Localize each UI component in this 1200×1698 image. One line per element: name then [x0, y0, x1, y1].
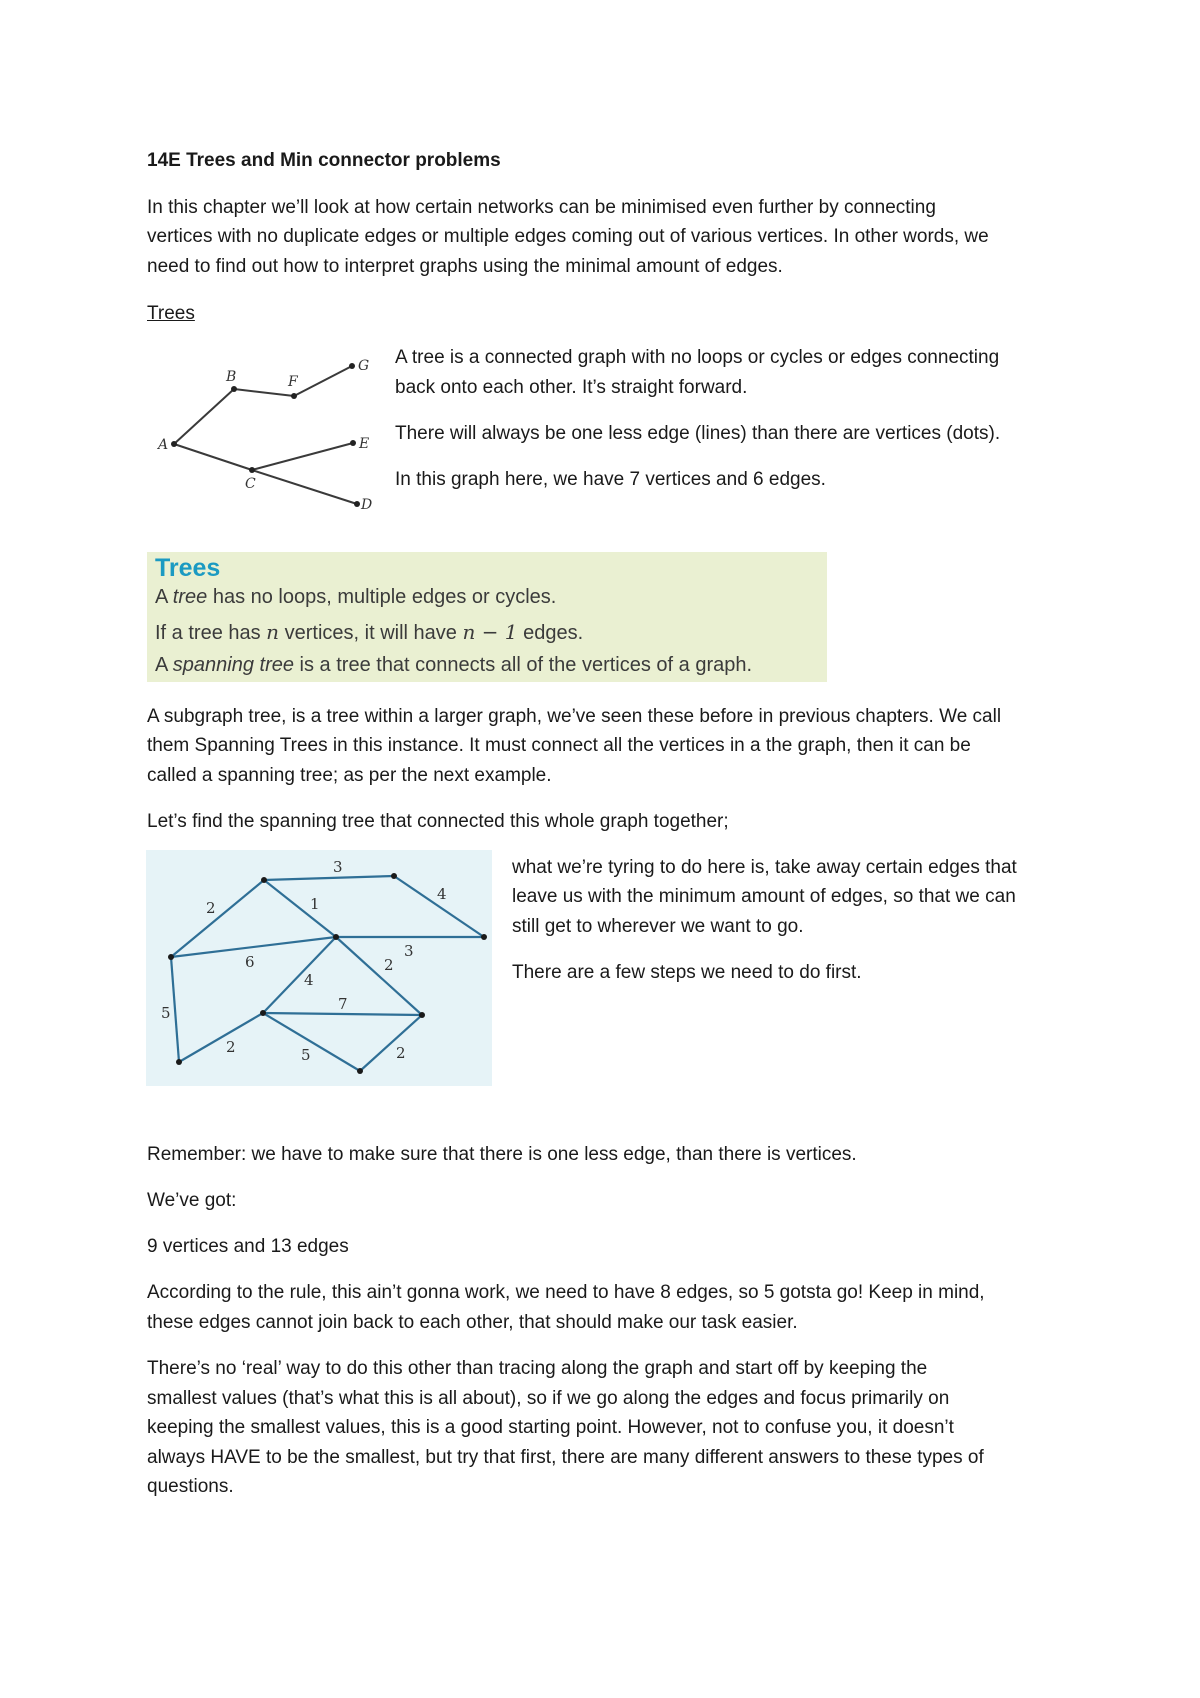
trees-subheading: Trees	[147, 303, 195, 324]
graph-vertex	[261, 877, 267, 883]
graph-edge-w5-bottom	[263, 1013, 360, 1071]
final-line-2: smallest values (that’s what this is all about), so if we go along the edges and focus primarily on	[147, 1388, 950, 1409]
tree-text-line-4: In this graph here, we have 7 vertices and 6 edges.	[395, 469, 826, 490]
graph-edge-w5-left	[171, 957, 179, 1062]
graph-weight-label: 3	[333, 858, 343, 876]
tree-vertex-b	[231, 386, 237, 392]
definition-line-3-a: A	[155, 654, 173, 676]
intro-line-3: need to find out how to interpret graphs using the minimal amount of edges.	[147, 256, 783, 277]
graph-vertex	[168, 954, 174, 960]
tree-label-g: G	[358, 358, 370, 374]
tree-text-line-2: back onto each other. It’s straight forward.	[395, 377, 748, 398]
definition-line-1-b: has no loops, multiple edges or cycles.	[207, 586, 557, 608]
tree-vertex-c	[249, 467, 255, 473]
intro-line-1: In this chapter we’ll look at how certain networks can be minimised even further by connecting	[147, 197, 936, 218]
definition-line-3-b: is a tree that connects all of the vertices of a graph.	[294, 654, 753, 676]
tree-edge-a-c	[174, 444, 252, 470]
graph-text-line-4: There are a few steps we need to do first.	[512, 962, 862, 983]
tree-label-f: F	[288, 374, 298, 390]
graph-edge-w4-mid	[263, 937, 336, 1013]
final-line-4: always HAVE to be the smallest, but try that first, there are many different answers to these types of	[147, 1447, 984, 1468]
graph-weight-label: 2	[226, 1038, 236, 1056]
definition-line-2-n-minus-1: n − 1	[462, 620, 518, 644]
tree-edge-b-f	[234, 389, 294, 396]
remember-line: Remember: we have to make sure that there is one less edge, than there is vertices.	[147, 1144, 857, 1165]
graph-edge-w7	[263, 1013, 422, 1015]
tree-text-line-1: A tree is a connected graph with no loops or cycles or edges connecting	[395, 347, 1000, 368]
tree-edge-a-b	[174, 389, 234, 444]
graph-text-line-2: leave us with the minimum amount of edges, so that we can	[512, 886, 1016, 907]
final-line-3: keeping the smallest values, this is a good starting point. However, not to confuse you, it doesn’t	[147, 1417, 954, 1438]
counts-line: 9 vertices and 13 edges	[147, 1236, 349, 1257]
tree-text-line-3: There will always be one less edge (lines) than there are vertices (dots).	[395, 423, 1001, 444]
definition-line-1	[155, 586, 556, 609]
graph-vertex	[391, 873, 397, 879]
graph-vertex	[260, 1010, 266, 1016]
graph-weight-label: 5	[161, 1004, 171, 1022]
graph-weight-label: 1	[310, 895, 320, 913]
definition-line-3-term: spanning tree	[172, 654, 294, 676]
tree-label-e: E	[359, 436, 370, 452]
graph-text-line-1: what we’re tyring to do here is, take away certain edges that	[512, 857, 1017, 878]
lets-find-line: Let’s find the spanning tree that connected this whole graph together;	[147, 811, 729, 832]
graph-vertex	[176, 1059, 182, 1065]
tree-edge-f-g	[294, 366, 352, 396]
tree-edge-c-e	[252, 443, 353, 470]
final-line-5: questions.	[147, 1476, 234, 1497]
rule-line-2: these edges cannot join back to each other, that should make our task easier.	[147, 1312, 798, 1333]
graph-weight-label: 2	[206, 899, 216, 917]
tree-edge-c-d	[252, 470, 357, 504]
definition-line-1-a: A	[155, 586, 173, 608]
graph-vertex	[419, 1012, 425, 1018]
graph-weight-label: 7	[338, 995, 348, 1013]
graph-weight-label: 2	[384, 956, 394, 974]
intro-line-2: vertices with no duplicate edges or multiple edges coming out of various vertices. In other words, we	[147, 226, 989, 247]
graph-vertex	[333, 934, 339, 940]
subgraph-line-1: A subgraph tree, is a tree within a larger graph, we’ve seen these before in previous chapters. We call	[147, 706, 1002, 727]
tree-vertex-d	[354, 501, 360, 507]
weve-got-line: We’ve got:	[147, 1190, 237, 1211]
rule-line-1: According to the rule, this ain’t gonna work, we need to have 8 edges, so 5 gotsta go! Keep in mind,	[147, 1282, 985, 1303]
definition-line-2-n: n	[266, 620, 280, 644]
definition-box-title: Trees	[155, 554, 221, 582]
graph-vertex	[357, 1068, 363, 1074]
tree-diagram	[152, 346, 382, 516]
final-line-1: There’s no ‘real’ way to do this other than tracing along the graph and start off by keeping the	[147, 1358, 928, 1379]
definition-line-2-c: edges.	[517, 622, 584, 644]
tree-label-d: D	[361, 497, 373, 513]
graph-text-line-3: still get to wherever we want to go.	[512, 916, 804, 937]
tree-vertex-g	[349, 363, 355, 369]
graph-edge-w1	[264, 880, 336, 937]
graph-edge-w2-bottom-right	[360, 1015, 422, 1071]
graph-weight-label: 4	[437, 885, 447, 903]
graph-weight-label: 3	[404, 942, 414, 960]
subgraph-line-2: them Spanning Trees in this instance. It must connect all the vertices in a the graph, then it can be	[147, 735, 971, 756]
graph-edge-w2-left	[171, 880, 264, 957]
graph-edge-w2-bottom-left	[179, 1013, 263, 1062]
section-heading: 14E Trees and Min connector problems	[147, 150, 501, 171]
graph-edge-w3-top	[264, 876, 394, 880]
graph-weight-label: 6	[245, 953, 255, 971]
graph-vertex	[481, 934, 487, 940]
tree-vertex-e	[350, 440, 356, 446]
definition-line-2	[155, 620, 583, 645]
tree-vertex-a	[171, 441, 177, 447]
tree-label-b: B	[226, 369, 237, 385]
graph-weight-label: 2	[396, 1044, 406, 1062]
definition-line-2-b: vertices, it will have	[279, 622, 463, 644]
subgraph-line-3: called a spanning tree; as per the next example.	[147, 765, 552, 786]
weighted-graph-diagram	[146, 850, 492, 1086]
tree-vertex-f	[291, 393, 297, 399]
definition-line-1-term: tree	[172, 586, 208, 608]
graph-weight-label: 4	[304, 971, 314, 989]
definition-line-3	[155, 654, 752, 677]
definition-line-2-a: If a tree has	[155, 622, 267, 644]
trees-definition-box	[147, 552, 827, 682]
tree-label-a: A	[158, 437, 169, 453]
graph-weight-label: 5	[301, 1046, 311, 1064]
tree-label-c: C	[245, 476, 256, 492]
